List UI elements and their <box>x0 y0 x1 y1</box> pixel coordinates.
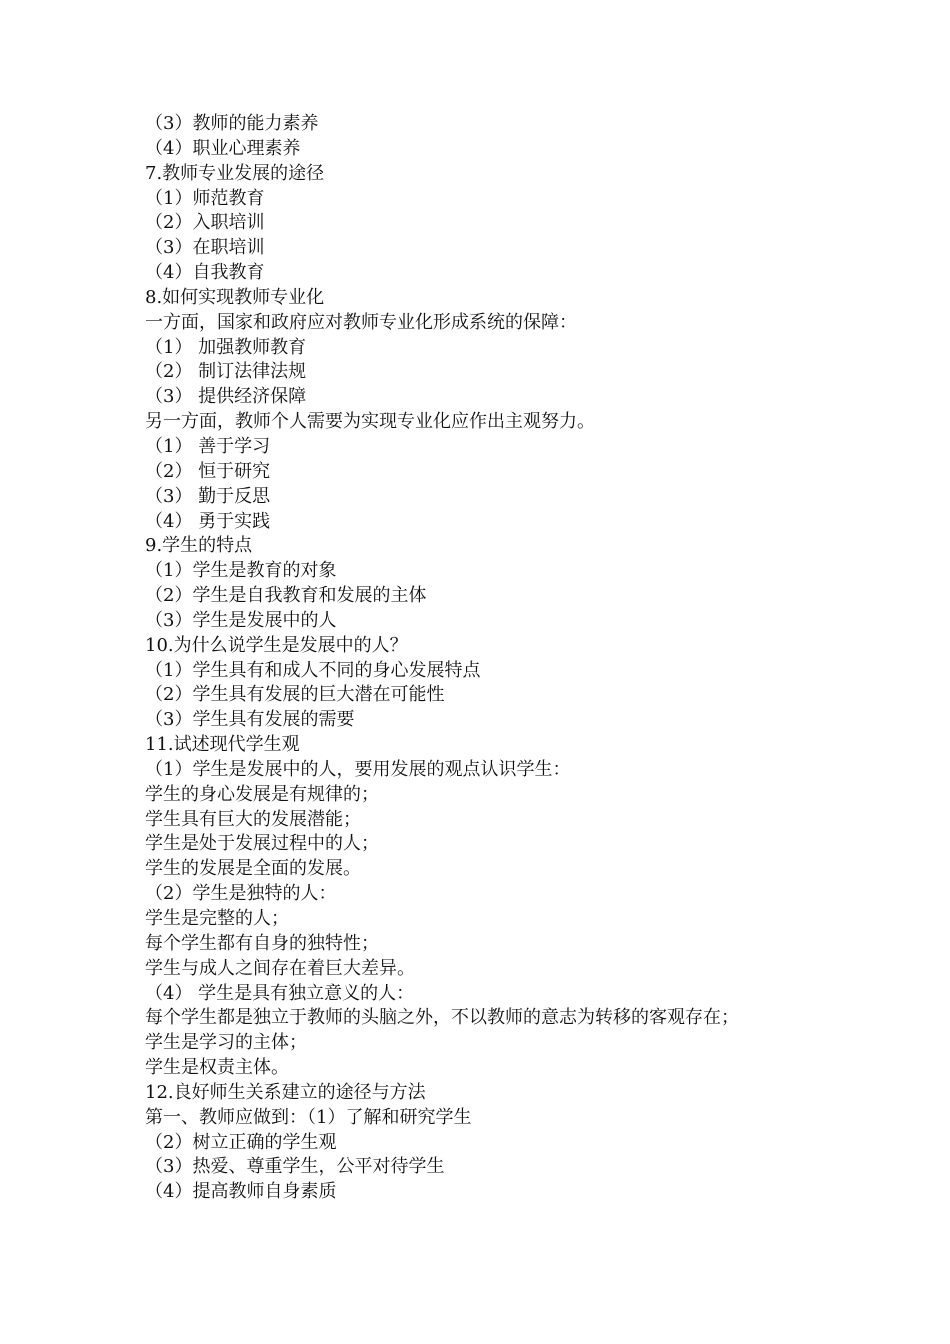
text-line: 学生是权责主体。 <box>145 1057 289 1079</box>
text-line: （2） 恒于研究 <box>145 460 271 482</box>
text-line: （1） 善于学习 <box>145 435 271 457</box>
text-line: 学生具有巨大的发展潜能； <box>145 808 361 830</box>
text-line: （1）学生是发展中的人，要用发展的观点认识学生： <box>145 758 571 780</box>
text-line: （2）入职培训 <box>145 212 265 234</box>
text-line: （3） 提供经济保障 <box>145 386 307 408</box>
text-line: 另一方面，教师个人需要为实现专业化应作出主观努力。 <box>145 411 595 433</box>
text-line: （1） 加强教师教育 <box>145 336 307 358</box>
text-line: （2）学生是自我教育和发展的主体 <box>145 585 427 607</box>
text-line: 每个学生都是独立于教师的头脑之外，不以教师的意志为转移的客观存在； <box>145 1007 739 1029</box>
text-line: 学生的发展是全面的发展。 <box>145 858 361 880</box>
text-line: （1）师范教育 <box>145 187 265 209</box>
text-line: 学生与成人之间存在着巨大差异。 <box>145 957 415 979</box>
text-line: 第一、教师应做到：（1）了解和研究学生 <box>145 1106 472 1128</box>
text-line: 一方面，国家和政府应对教师专业化形成系统的保障： <box>145 311 577 333</box>
text-line: （4） 学生是具有独立意义的人： <box>145 982 415 1004</box>
section-heading: 7.教师专业发展的途径 <box>145 162 325 184</box>
text-line: （3）教师的能力素养 <box>145 113 319 134</box>
section-heading: 10.为什么说学生是发展中的人？ <box>145 634 408 656</box>
text-line: （4）职业心理素养 <box>145 137 301 159</box>
text-line: （4）自我教育 <box>145 262 265 284</box>
text-line: （3）在职培训 <box>145 237 265 259</box>
text-line: （1）学生是教育的对象 <box>145 560 337 582</box>
text-line: （3）学生具有发展的需要 <box>145 709 355 731</box>
text-line: 每个学生都有自身的独特性； <box>145 932 379 954</box>
text-line: 学生是处于发展过程中的人； <box>145 833 379 855</box>
text-line: 学生的身心发展是有规律的； <box>145 783 379 805</box>
section-heading: 8.如何实现教师专业化 <box>145 286 325 308</box>
text-line: 学生是学习的主体； <box>145 1032 307 1054</box>
section-heading: 12.良好师生关系建立的途径与方法 <box>145 1081 426 1103</box>
text-line: （2）学生具有发展的巨大潜在可能性 <box>145 684 445 706</box>
section-heading: 9.学生的特点 <box>145 535 253 557</box>
text-line: （3）学生是发展中的人 <box>145 609 337 631</box>
text-line: （3）热爱、尊重学生，公平对待学生 <box>145 1156 445 1178</box>
text-line: （4） 勇于实践 <box>145 510 271 532</box>
text-line: （3） 勤于反思 <box>145 485 271 507</box>
document-page <box>145 112 865 1205</box>
text-line: （4）提高教师自身素质 <box>145 1181 337 1203</box>
text-line: （2）树立正确的学生观 <box>145 1131 337 1153</box>
section-heading: 11.试述现代学生观 <box>145 734 300 756</box>
text-line: （1）学生具有和成人不同的身心发展特点 <box>145 659 481 681</box>
text-line: （2） 制订法律法规 <box>145 361 307 383</box>
text-line: （2）学生是独特的人： <box>145 883 337 905</box>
text-line: 学生是完整的人； <box>145 908 289 929</box>
